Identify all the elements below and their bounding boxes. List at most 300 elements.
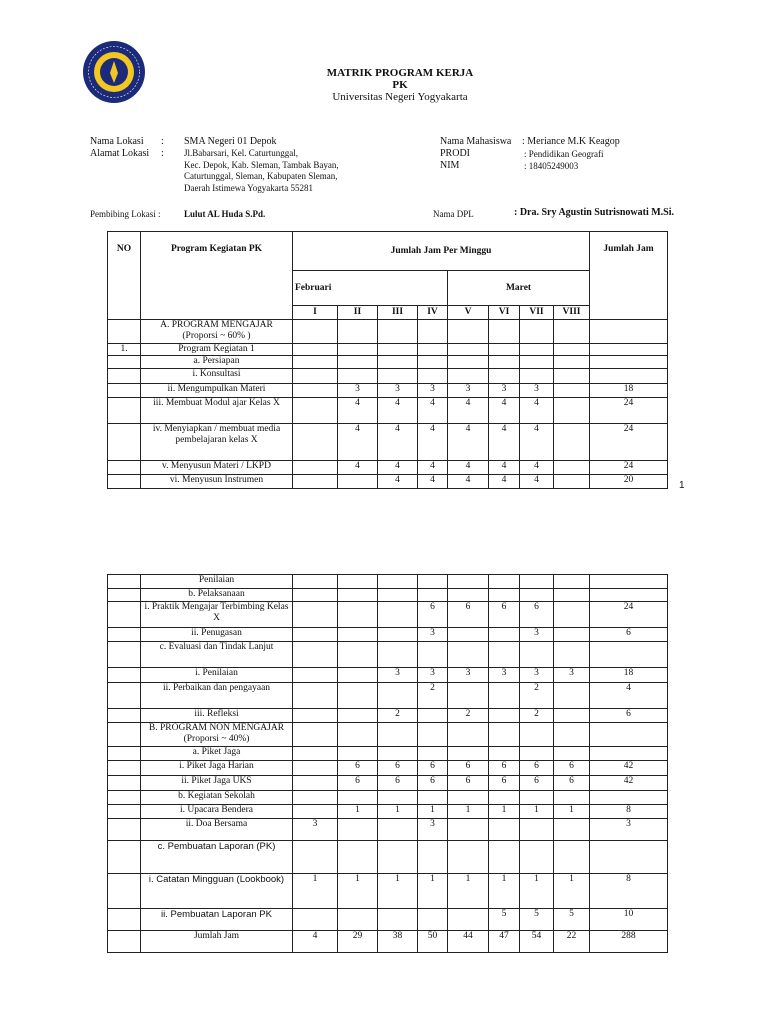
week-value: [520, 356, 554, 369]
row-number: [108, 628, 141, 642]
week-value: 3: [554, 668, 590, 683]
row-total: 24: [590, 398, 668, 424]
week-value: [554, 819, 590, 841]
week-value: 1: [554, 874, 590, 909]
week-value: [448, 589, 489, 602]
row-number: [108, 723, 141, 747]
row-number: [108, 475, 141, 489]
week-value: [293, 791, 338, 805]
week-value: [338, 369, 378, 384]
table-row: [108, 398, 668, 424]
row-number: [108, 683, 141, 709]
table-row: [108, 589, 668, 602]
row-total: [590, 723, 668, 747]
table-row: [108, 575, 668, 589]
university-logo: [82, 40, 146, 104]
row-number: [108, 356, 141, 369]
week-value: [338, 683, 378, 709]
week-value: [293, 344, 338, 356]
week-value: 6: [554, 776, 590, 791]
week-value: 29: [338, 931, 378, 953]
week-value: [378, 344, 418, 356]
week-value: 22: [554, 931, 590, 953]
row-total: 288: [590, 931, 668, 953]
week-value: 6: [554, 761, 590, 776]
week-value: [489, 683, 520, 709]
week-value: [554, 356, 590, 369]
week-value: [293, 461, 338, 475]
header-month-februari: Februari: [293, 271, 448, 306]
week-value: 3: [489, 668, 520, 683]
week-value: 4: [378, 475, 418, 489]
week-value: 6: [489, 776, 520, 791]
document-title: MATRIK PROGRAM KERJA: [326, 67, 474, 79]
week-value: [489, 320, 520, 344]
row-number: [108, 668, 141, 683]
header-no: NO: [108, 232, 141, 320]
week-value: 50: [418, 931, 448, 953]
week-value: [554, 683, 590, 709]
header-week: II: [338, 306, 378, 320]
week-value: [554, 628, 590, 642]
row-number: [108, 369, 141, 384]
week-value: [489, 747, 520, 761]
week-value: 3: [448, 384, 489, 398]
row-activity: Program Kegiatan 1: [141, 344, 293, 356]
week-value: [554, 461, 590, 475]
row-activity: Jumlah Jam: [141, 931, 293, 953]
row-activity: vi. Menyusun Instrumen: [141, 475, 293, 489]
week-value: [554, 369, 590, 384]
week-value: 3: [418, 668, 448, 683]
mahasiswa-label: Nama Mahasiswa: [440, 136, 512, 147]
row-number: [108, 841, 141, 874]
week-value: [378, 356, 418, 369]
alamat-line: Jl.Babarsari, Kel. Caturtunggal,: [184, 148, 298, 158]
week-value: 1: [554, 805, 590, 819]
row-number: [108, 575, 141, 589]
week-value: [338, 791, 378, 805]
week-value: 4: [338, 398, 378, 424]
week-value: [338, 628, 378, 642]
row-number: [108, 424, 141, 461]
week-value: [554, 320, 590, 344]
row-activity: ii. Doa Bersama: [141, 819, 293, 841]
week-value: 6: [520, 761, 554, 776]
table-row: [108, 475, 668, 489]
week-value: [378, 628, 418, 642]
week-value: [448, 369, 489, 384]
table-row: [108, 805, 668, 819]
week-value: [378, 747, 418, 761]
table-row: [108, 384, 668, 398]
row-activity: Penilaian: [141, 575, 293, 589]
week-value: 4: [520, 424, 554, 461]
row-number: 1.: [108, 344, 141, 356]
week-value: 1: [448, 874, 489, 909]
week-value: [418, 589, 448, 602]
row-activity: ii. Piket Jaga UKS: [141, 776, 293, 791]
week-value: [448, 356, 489, 369]
week-value: [448, 723, 489, 747]
row-activity: iii. Refleksi: [141, 709, 293, 723]
week-value: 6: [338, 776, 378, 791]
week-value: [293, 776, 338, 791]
week-value: 3: [520, 628, 554, 642]
row-number: [108, 747, 141, 761]
week-value: [489, 841, 520, 874]
week-value: [554, 398, 590, 424]
university-name: Universitas Negeri Yogyakarta: [332, 91, 468, 103]
week-value: [554, 424, 590, 461]
week-value: [418, 344, 448, 356]
row-activity: c. Pembuatan Laporan (PK): [141, 841, 293, 874]
week-value: 3: [418, 819, 448, 841]
week-value: 6: [448, 602, 489, 628]
week-value: 4: [520, 461, 554, 475]
row-activity: c. Evaluasi dan Tindak Lanjut: [141, 642, 293, 668]
week-value: [489, 723, 520, 747]
week-value: [418, 709, 448, 723]
row-number: [108, 602, 141, 628]
table-row: [108, 369, 668, 384]
week-value: [448, 791, 489, 805]
row-number: [108, 384, 141, 398]
week-value: 6: [448, 776, 489, 791]
table-row: [108, 761, 668, 776]
week-value: 3: [448, 668, 489, 683]
row-number: [108, 805, 141, 819]
row-activity: i. Penilaian: [141, 668, 293, 683]
week-value: 2: [378, 709, 418, 723]
week-value: 4: [448, 475, 489, 489]
table-row: [108, 791, 668, 805]
week-value: [338, 723, 378, 747]
row-activity: v. Menyusun Materi / LKPD: [141, 461, 293, 475]
week-value: [338, 841, 378, 874]
table-row: [108, 356, 668, 369]
week-value: [489, 344, 520, 356]
week-value: [554, 475, 590, 489]
document-subtitle: PK: [392, 79, 408, 91]
row-number: [108, 642, 141, 668]
week-value: 4: [520, 475, 554, 489]
row-total: 8: [590, 805, 668, 819]
week-value: [489, 589, 520, 602]
row-total: 24: [590, 602, 668, 628]
week-value: [293, 628, 338, 642]
week-value: [489, 642, 520, 668]
row-number: [108, 791, 141, 805]
row-activity: a. Persiapan: [141, 356, 293, 369]
week-value: [338, 642, 378, 668]
header-week: I: [293, 306, 338, 320]
week-value: 4: [520, 398, 554, 424]
table-row: [108, 819, 668, 841]
table-row: [108, 628, 668, 642]
row-number: [108, 761, 141, 776]
table-row: [108, 776, 668, 791]
week-value: [293, 602, 338, 628]
row-total: 6: [590, 628, 668, 642]
week-value: [448, 909, 489, 931]
week-value: [293, 709, 338, 723]
week-value: [338, 709, 378, 723]
week-value: [554, 791, 590, 805]
week-value: [293, 369, 338, 384]
week-value: [338, 475, 378, 489]
row-activity: i. Praktik Mengajar Terbimbing Kelas X: [141, 602, 293, 628]
week-value: 3: [378, 384, 418, 398]
week-value: [378, 909, 418, 931]
week-value: [418, 791, 448, 805]
week-value: 1: [378, 805, 418, 819]
row-total: 24: [590, 424, 668, 461]
week-value: [520, 344, 554, 356]
row-total: 18: [590, 384, 668, 398]
row-activity: ii. Mengumpulkan Materi: [141, 384, 293, 398]
week-value: [520, 723, 554, 747]
week-value: [418, 575, 448, 589]
week-value: [293, 424, 338, 461]
week-value: [554, 575, 590, 589]
alamat-line: Caturtunggal, Sleman, Kabupaten Sleman,: [184, 171, 338, 181]
row-total: [590, 344, 668, 356]
week-value: 6: [378, 776, 418, 791]
row-activity: i. Piket Jaga Harian: [141, 761, 293, 776]
row-activity: ii. Pembuatan Laporan PK: [141, 909, 293, 931]
week-value: [293, 356, 338, 369]
week-value: [520, 747, 554, 761]
week-value: [448, 344, 489, 356]
header-jumlah-jam: Jumlah Jam: [590, 232, 668, 320]
alamat-line: Kec. Depok, Kab. Sleman, Tambak Bayan,: [184, 159, 339, 170]
week-value: 4: [338, 424, 378, 461]
week-value: 1: [338, 874, 378, 909]
week-value: 4: [378, 461, 418, 475]
week-value: 4: [293, 931, 338, 953]
week-value: [338, 356, 378, 369]
row-total: [590, 791, 668, 805]
week-value: 6: [448, 761, 489, 776]
table-row: [108, 320, 668, 344]
week-value: [378, 589, 418, 602]
row-activity: ii. Perbaikan dan pengayaan: [141, 683, 293, 709]
row-total: [590, 841, 668, 874]
week-value: 6: [489, 761, 520, 776]
week-value: 3: [293, 819, 338, 841]
week-value: 6: [418, 602, 448, 628]
week-value: 4: [338, 461, 378, 475]
table-row: [108, 841, 668, 874]
row-activity: ii. Penugasan: [141, 628, 293, 642]
week-value: 3: [520, 384, 554, 398]
week-value: 3: [418, 384, 448, 398]
week-value: 2: [418, 683, 448, 709]
week-value: 4: [418, 398, 448, 424]
week-value: 1: [448, 805, 489, 819]
row-number: [108, 909, 141, 931]
week-value: [378, 791, 418, 805]
row-number: [108, 320, 141, 344]
week-value: [554, 602, 590, 628]
week-value: 3: [520, 668, 554, 683]
week-value: [418, 909, 448, 931]
week-value: [293, 668, 338, 683]
row-total: [590, 369, 668, 384]
week-value: [338, 819, 378, 841]
row-activity: B. PROGRAM NON MENGAJAR (Proporsi ~ 40%): [141, 723, 293, 747]
week-value: 4: [418, 461, 448, 475]
week-value: [378, 683, 418, 709]
week-value: [418, 356, 448, 369]
nim-label: NIM: [440, 160, 460, 171]
week-value: [520, 841, 554, 874]
week-value: [520, 320, 554, 344]
week-value: [554, 841, 590, 874]
row-total: 20: [590, 475, 668, 489]
week-value: 1: [520, 805, 554, 819]
week-value: 5: [520, 909, 554, 931]
mahasiswa-value: : Meriance M.K Keagop: [522, 136, 620, 147]
week-value: [489, 791, 520, 805]
week-value: 1: [338, 805, 378, 819]
row-total: 24: [590, 461, 668, 475]
prodi-label: PRODI: [440, 148, 471, 159]
week-value: [520, 575, 554, 589]
week-value: [293, 320, 338, 344]
week-value: [338, 320, 378, 344]
week-value: 4: [489, 461, 520, 475]
week-value: [520, 791, 554, 805]
row-total: 8: [590, 874, 668, 909]
table-row: [108, 874, 668, 909]
week-value: [554, 723, 590, 747]
week-value: 6: [378, 761, 418, 776]
week-value: [293, 398, 338, 424]
week-value: [554, 747, 590, 761]
week-value: 1: [520, 874, 554, 909]
week-value: [448, 841, 489, 874]
row-number: [108, 874, 141, 909]
week-value: [554, 589, 590, 602]
row-total: 42: [590, 761, 668, 776]
table-row: [108, 683, 668, 709]
row-activity: i. Catatan Mingguan (Lookbook): [141, 874, 293, 909]
row-number: [108, 931, 141, 953]
week-value: 1: [418, 805, 448, 819]
week-value: 4: [418, 424, 448, 461]
row-total: 42: [590, 776, 668, 791]
row-activity: iv. Menyiapkan / membuat media pembelajaran kelas X: [141, 424, 293, 461]
week-value: 3: [378, 668, 418, 683]
week-value: [520, 642, 554, 668]
row-number: [108, 398, 141, 424]
row-total: [590, 642, 668, 668]
row-number: [108, 709, 141, 723]
week-value: [418, 369, 448, 384]
table-row: [108, 344, 668, 356]
program-matrix-table: [107, 231, 668, 489]
table-row: [108, 642, 668, 668]
week-value: 4: [489, 424, 520, 461]
lokasi-colon: :: [161, 136, 164, 147]
week-value: 4: [418, 475, 448, 489]
week-value: [338, 344, 378, 356]
week-value: [293, 683, 338, 709]
week-value: 6: [418, 776, 448, 791]
week-value: 4: [448, 398, 489, 424]
week-value: 1: [418, 874, 448, 909]
week-value: [338, 909, 378, 931]
row-activity: a. Piket Jaga: [141, 747, 293, 761]
pembimbing-value: Lulut AL Huda S.Pd.: [184, 209, 266, 219]
week-value: [448, 575, 489, 589]
row-number: [108, 819, 141, 841]
row-total: [590, 575, 668, 589]
header-week: VIII: [554, 306, 590, 320]
row-total: 18: [590, 668, 668, 683]
row-activity: iii. Membuat Modul ajar Kelas X: [141, 398, 293, 424]
week-value: [338, 589, 378, 602]
row-total: [590, 747, 668, 761]
week-value: [338, 602, 378, 628]
week-value: [378, 602, 418, 628]
week-value: [489, 356, 520, 369]
nim-value: : 18405249003: [524, 161, 579, 171]
week-value: [448, 628, 489, 642]
week-value: 1: [489, 874, 520, 909]
week-value: [293, 747, 338, 761]
week-value: [338, 668, 378, 683]
row-total: [590, 356, 668, 369]
week-value: 5: [554, 909, 590, 931]
week-value: 4: [378, 424, 418, 461]
week-value: [489, 575, 520, 589]
week-value: [489, 819, 520, 841]
week-value: [293, 909, 338, 931]
table-row: [108, 668, 668, 683]
week-value: 2: [448, 709, 489, 723]
row-total: [590, 320, 668, 344]
week-value: [554, 384, 590, 398]
week-value: [554, 344, 590, 356]
table-row: [108, 931, 668, 953]
row-number: [108, 776, 141, 791]
row-activity: i. Konsultasi: [141, 369, 293, 384]
pembimbing-label: Pembibing Lokasi :: [90, 209, 161, 219]
row-activity: A. PROGRAM MENGAJAR (Proporsi ~ 60% ): [141, 320, 293, 344]
alamat-line: Daerah Istimewa Yogyakarta 55281: [184, 182, 313, 193]
row-total: 4: [590, 683, 668, 709]
header-week: V: [448, 306, 489, 320]
week-value: 3: [489, 384, 520, 398]
week-value: [520, 819, 554, 841]
week-value: [378, 369, 418, 384]
week-value: [418, 723, 448, 747]
week-value: [448, 320, 489, 344]
week-value: [293, 761, 338, 776]
alamat-label: Alamat Lokasi: [90, 148, 150, 159]
row-total: 3: [590, 819, 668, 841]
page-number: 1: [679, 480, 685, 491]
week-value: [378, 320, 418, 344]
week-value: [293, 805, 338, 819]
week-value: 1: [489, 805, 520, 819]
week-value: [378, 642, 418, 668]
row-number: [108, 461, 141, 475]
week-value: [338, 575, 378, 589]
